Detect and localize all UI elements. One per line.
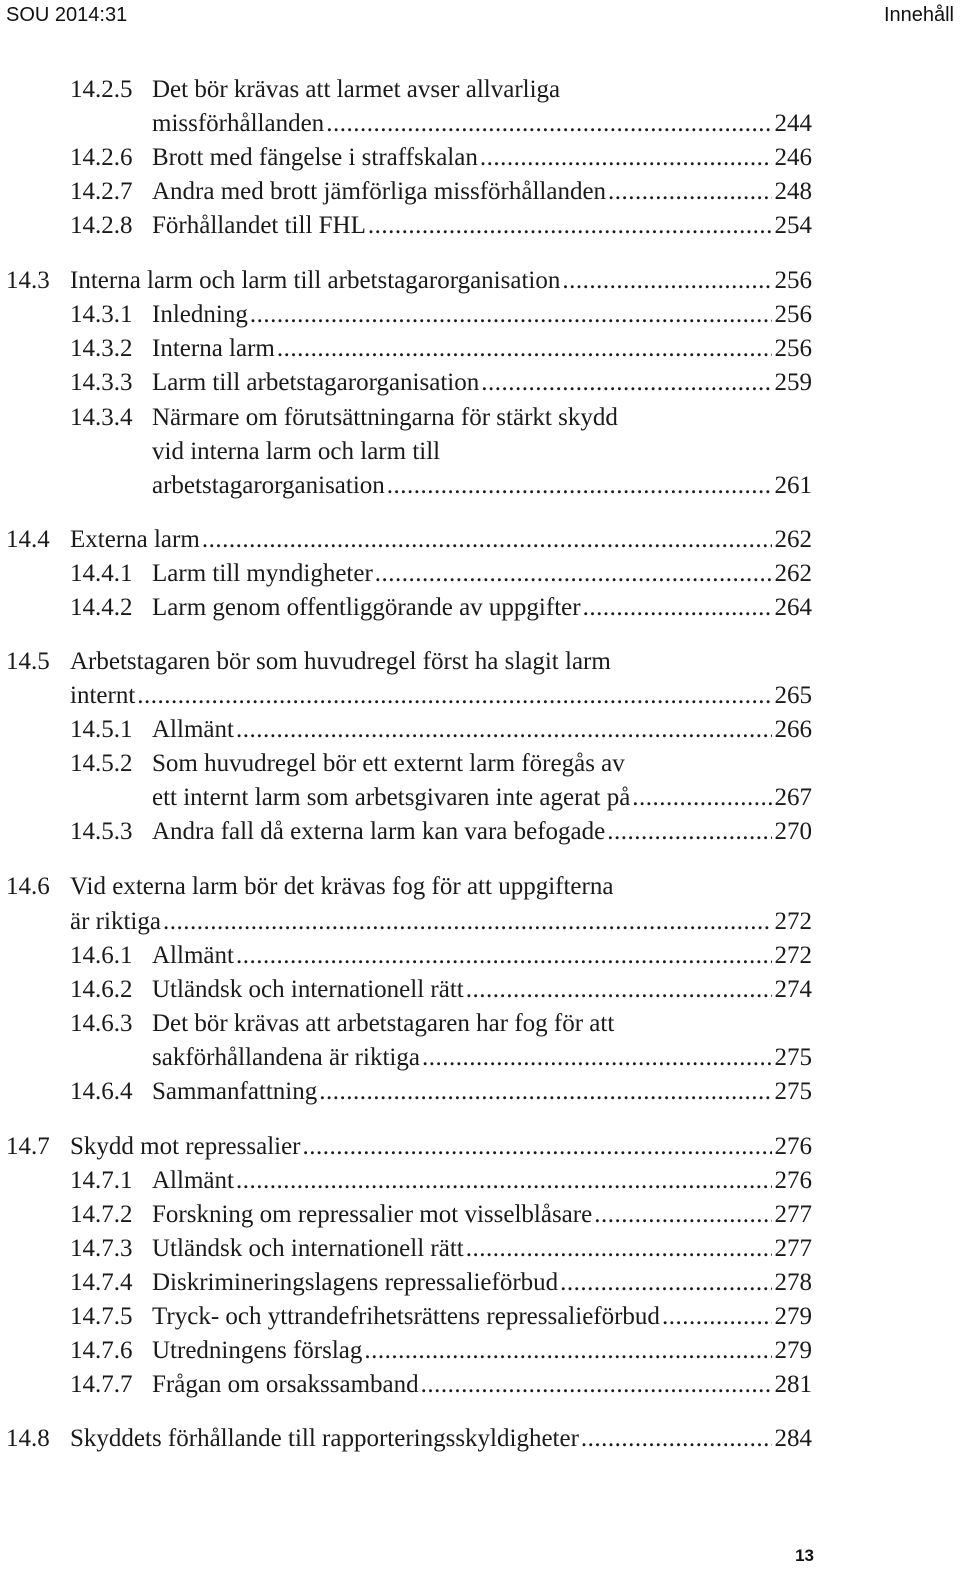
toc-entry-page: 276 (774, 1133, 812, 1160)
toc-entry-title: Allmänt (152, 1167, 234, 1194)
toc-entry[interactable] (0, 435, 960, 469)
toc-dot-leader (303, 1130, 772, 1164)
toc-dot-leader (466, 973, 772, 1007)
toc-dot-leader (481, 366, 771, 400)
toc-entry-number: 14.2.7 (70, 178, 133, 205)
toc-entry-number: 14.6.1 (70, 942, 133, 969)
toc-entry-title: Som huvudregel bör ett externt larm föregås av (152, 750, 625, 777)
toc-entry-number: 14.5.3 (70, 818, 133, 845)
toc-entry-title: Inledning (152, 301, 248, 328)
toc-entry-page: 264 (774, 594, 812, 621)
toc-entry-title: Det bör krävas att larmet avser allvarliga (152, 76, 561, 103)
toc-entry[interactable] (0, 1075, 960, 1109)
toc-dot-leader (594, 1198, 771, 1232)
toc-entry-title: Brott med fängelse i straffskalan (152, 144, 478, 171)
toc-entry-number: 14.3.1 (70, 301, 133, 328)
toc-entry[interactable] (0, 141, 960, 175)
toc-entry[interactable] (0, 298, 960, 332)
toc-entry-number: 14.7.6 (70, 1337, 133, 1364)
toc-entry[interactable] (0, 107, 960, 141)
toc-entry-title: Andra med brott jämförliga missförhållanden (152, 178, 607, 205)
toc-entry[interactable] (0, 973, 960, 1007)
toc-entry-number: 14.2.5 (70, 76, 133, 103)
toc-entry-page: 248 (774, 178, 812, 205)
toc-dot-leader (364, 1334, 771, 1368)
toc-entry-title: Larm genom offentliggörande av uppgifter (152, 594, 581, 621)
toc-entry-number: 14.7.5 (70, 1303, 133, 1330)
toc-entry-title: ett internt larm som arbetsgivaren inte agerat på (152, 784, 631, 811)
toc-entry[interactable] (0, 557, 960, 591)
toc-dot-leader (562, 264, 771, 298)
toc-entry-page: 275 (774, 1044, 812, 1071)
toc-entry-number: 14.3.3 (70, 369, 133, 396)
toc-entry-title: Skyddets förhållande till rapporteringsskyldigheter (70, 1425, 579, 1452)
toc-entry-number: 14.7.3 (70, 1235, 133, 1262)
page-number: 13 (795, 1546, 814, 1565)
toc-entry-title: vid interna larm och larm till (152, 438, 441, 465)
toc-entry-title: Allmänt (152, 942, 234, 969)
toc-entry[interactable] (0, 469, 960, 503)
toc-entry[interactable] (0, 523, 960, 557)
toc-entry-title: sakförhållandena är riktiga (152, 1044, 420, 1071)
toc-entry-page: 256 (774, 301, 812, 328)
toc-entry-number: 14.5.1 (70, 716, 133, 743)
toc-entry[interactable] (0, 591, 960, 625)
toc-entry-title: Frågan om orsakssamband (152, 1371, 419, 1398)
toc-dot-leader (202, 523, 772, 557)
toc-entry-page: 272 (774, 908, 812, 935)
toc-entry[interactable] (0, 1198, 960, 1232)
toc-dot-leader (607, 815, 771, 849)
toc-entry-title: Externa larm (70, 526, 200, 553)
toc-entry-title: Interna larm (152, 335, 275, 362)
toc-entry-title: Det bör krävas att arbetstagaren har fog för att (152, 1010, 615, 1037)
toc-entry-number: 14.4 (6, 526, 50, 553)
toc-entry-page: 267 (774, 784, 812, 811)
toc-entry[interactable] (0, 1130, 960, 1164)
toc-entry-number: 14.7 (6, 1133, 50, 1160)
toc-entry-page: 256 (774, 267, 812, 294)
toc-entry-page: 275 (774, 1078, 812, 1105)
toc-entry[interactable] (0, 1007, 960, 1041)
toc-dot-leader (480, 141, 772, 175)
toc-entry-number: 14.7.1 (70, 1167, 133, 1194)
toc-entry[interactable] (0, 366, 960, 400)
toc-entry-title: Tryck- och yttrandefrihetsrättens repressalieförbud (152, 1303, 660, 1330)
toc-entry-number: 14.8 (6, 1425, 50, 1452)
toc-entry[interactable] (0, 332, 960, 366)
toc-dot-leader (608, 175, 771, 209)
toc-entry-title: missförhållanden (152, 110, 325, 137)
toc-entry-title: internt (70, 682, 136, 709)
toc-entry[interactable] (0, 1041, 960, 1075)
toc-dot-leader (236, 939, 772, 973)
toc-entry-title: Diskrimineringslagens repressalieförbud (152, 1269, 559, 1296)
toc-entry-number: 14.7.7 (70, 1371, 133, 1398)
toc-entry-number: 14.4.2 (70, 594, 133, 621)
toc-entry-page: 254 (774, 212, 812, 239)
toc-dot-leader (632, 781, 771, 815)
toc-dot-leader (319, 1075, 771, 1109)
toc-dot-leader (236, 713, 772, 747)
toc-entry-title: Larm till myndigheter (152, 560, 373, 587)
running-header-left: SOU 2014:31 (6, 4, 128, 26)
toc-entry-number: 14.6.3 (70, 1010, 133, 1037)
toc-entry-title: Utländsk och internationell rätt (152, 976, 464, 1003)
toc-dot-leader (662, 1300, 772, 1334)
toc-entry-number: 14.6.2 (70, 976, 133, 1003)
toc-entry-title: är riktiga (70, 908, 161, 935)
toc-entry[interactable] (0, 870, 960, 904)
toc-entry[interactable] (0, 679, 960, 713)
toc-entry-page: 262 (774, 526, 812, 553)
toc-entry-page: 256 (774, 335, 812, 362)
toc-entry[interactable] (0, 1368, 960, 1402)
toc-entry-page: 244 (774, 110, 812, 137)
toc-entry[interactable] (0, 401, 960, 435)
toc-entry-page: 262 (774, 560, 812, 587)
toc-entry[interactable] (0, 747, 960, 781)
toc-entry-title: Andra fall då externa larm kan vara befogade (152, 818, 606, 845)
toc-entry[interactable] (0, 781, 960, 815)
toc-dot-leader (466, 1232, 772, 1266)
toc-entry-number: 14.6 (6, 873, 50, 900)
toc-dot-leader (422, 1041, 772, 1075)
toc-entry-title: Sammanfattning (152, 1078, 318, 1105)
toc-dot-leader (250, 298, 772, 332)
toc-entry-title: Skydd mot repressalier (70, 1133, 301, 1160)
toc-entry[interactable] (0, 1422, 960, 1456)
toc-entry-page: 284 (774, 1425, 812, 1452)
toc-entry-title: Vid externa larm bör det krävas fog för att uppgifterna (70, 873, 614, 900)
toc-entry-page: 265 (774, 682, 812, 709)
toc-dot-leader (326, 107, 771, 141)
toc-entry-page: 246 (774, 144, 812, 171)
toc-entry-page: 259 (774, 369, 812, 396)
toc-entry-page: 272 (774, 942, 812, 969)
toc-dot-leader (583, 591, 772, 625)
toc-entry[interactable] (0, 1300, 960, 1334)
toc-entry[interactable] (0, 1266, 960, 1300)
toc-entry-title: Allmänt (152, 716, 234, 743)
toc-entry-number: 14.5.2 (70, 750, 133, 777)
toc-entry[interactable] (0, 713, 960, 747)
toc-entry-page: 281 (774, 1371, 812, 1398)
toc-entry[interactable] (0, 1232, 960, 1266)
toc-entry-title: arbetstagarorganisation (152, 472, 385, 499)
toc-dot-leader (387, 469, 772, 503)
toc-dot-leader (581, 1422, 772, 1456)
toc-entry-page: 278 (774, 1269, 812, 1296)
toc-entry-number: 14.3 (6, 267, 50, 294)
toc-entry[interactable] (0, 209, 960, 243)
toc-entry[interactable] (0, 175, 960, 209)
toc-entry-number: 14.7.4 (70, 1269, 133, 1296)
toc-entry-page: 274 (774, 976, 812, 1003)
toc-entry-page: 266 (774, 716, 812, 743)
toc-entry-page: 276 (774, 1167, 812, 1194)
toc-dot-leader (137, 679, 771, 713)
toc-entry-title: Utländsk och internationell rätt (152, 1235, 464, 1262)
toc-entry[interactable] (0, 815, 960, 849)
toc-entry-number: 14.4.1 (70, 560, 133, 587)
toc-entry-title: Utredningens förslag (152, 1337, 363, 1364)
toc-dot-leader (560, 1266, 771, 1300)
toc-entry-title: Förhållandet till FHL (152, 212, 366, 239)
running-header-right: Innehåll (883, 4, 954, 26)
toc-dot-leader (368, 209, 772, 243)
toc-entry[interactable] (0, 1334, 960, 1368)
toc-dot-leader (236, 1164, 772, 1198)
toc-entry-number: 14.3.4 (70, 404, 133, 431)
toc-entry-page: 277 (774, 1235, 812, 1262)
toc-entry-page: 279 (774, 1337, 812, 1364)
toc-entry-number: 14.5 (6, 648, 50, 675)
toc-entry[interactable] (0, 645, 960, 679)
toc-dot-leader (421, 1368, 772, 1402)
toc-entry-title: Forskning om repressalier mot visselblåsare (152, 1201, 593, 1228)
toc-entry-title: Närmare om förutsättningarna för stärkt skydd (152, 404, 618, 431)
toc-entry-page: 270 (774, 818, 812, 845)
toc-entry-number: 14.7.2 (70, 1201, 133, 1228)
toc-dot-leader (375, 557, 772, 591)
toc-dot-leader (163, 905, 772, 939)
toc-entry-number: 14.3.2 (70, 335, 133, 362)
toc-entry[interactable] (0, 905, 960, 939)
toc-entry-page: 261 (774, 472, 812, 499)
toc-entry-number: 14.2.6 (70, 144, 133, 171)
toc-entry[interactable] (0, 1164, 960, 1198)
toc-entry-page: 277 (774, 1201, 812, 1228)
toc-dot-leader (277, 332, 772, 366)
toc-entry-page: 279 (774, 1303, 812, 1330)
toc-entry-number: 14.6.4 (70, 1078, 133, 1105)
toc-entry-title: Arbetstagaren bör som huvudregel först ha slagit larm (70, 648, 611, 675)
toc-entry-title: Larm till arbetstagarorganisation (152, 369, 480, 396)
toc-entry[interactable] (0, 264, 960, 298)
toc-entry-title: Interna larm och larm till arbetstagarorganisation (70, 267, 561, 294)
toc-entry[interactable] (0, 939, 960, 973)
toc-entry[interactable] (0, 73, 960, 107)
toc-entry-number: 14.2.8 (70, 212, 133, 239)
